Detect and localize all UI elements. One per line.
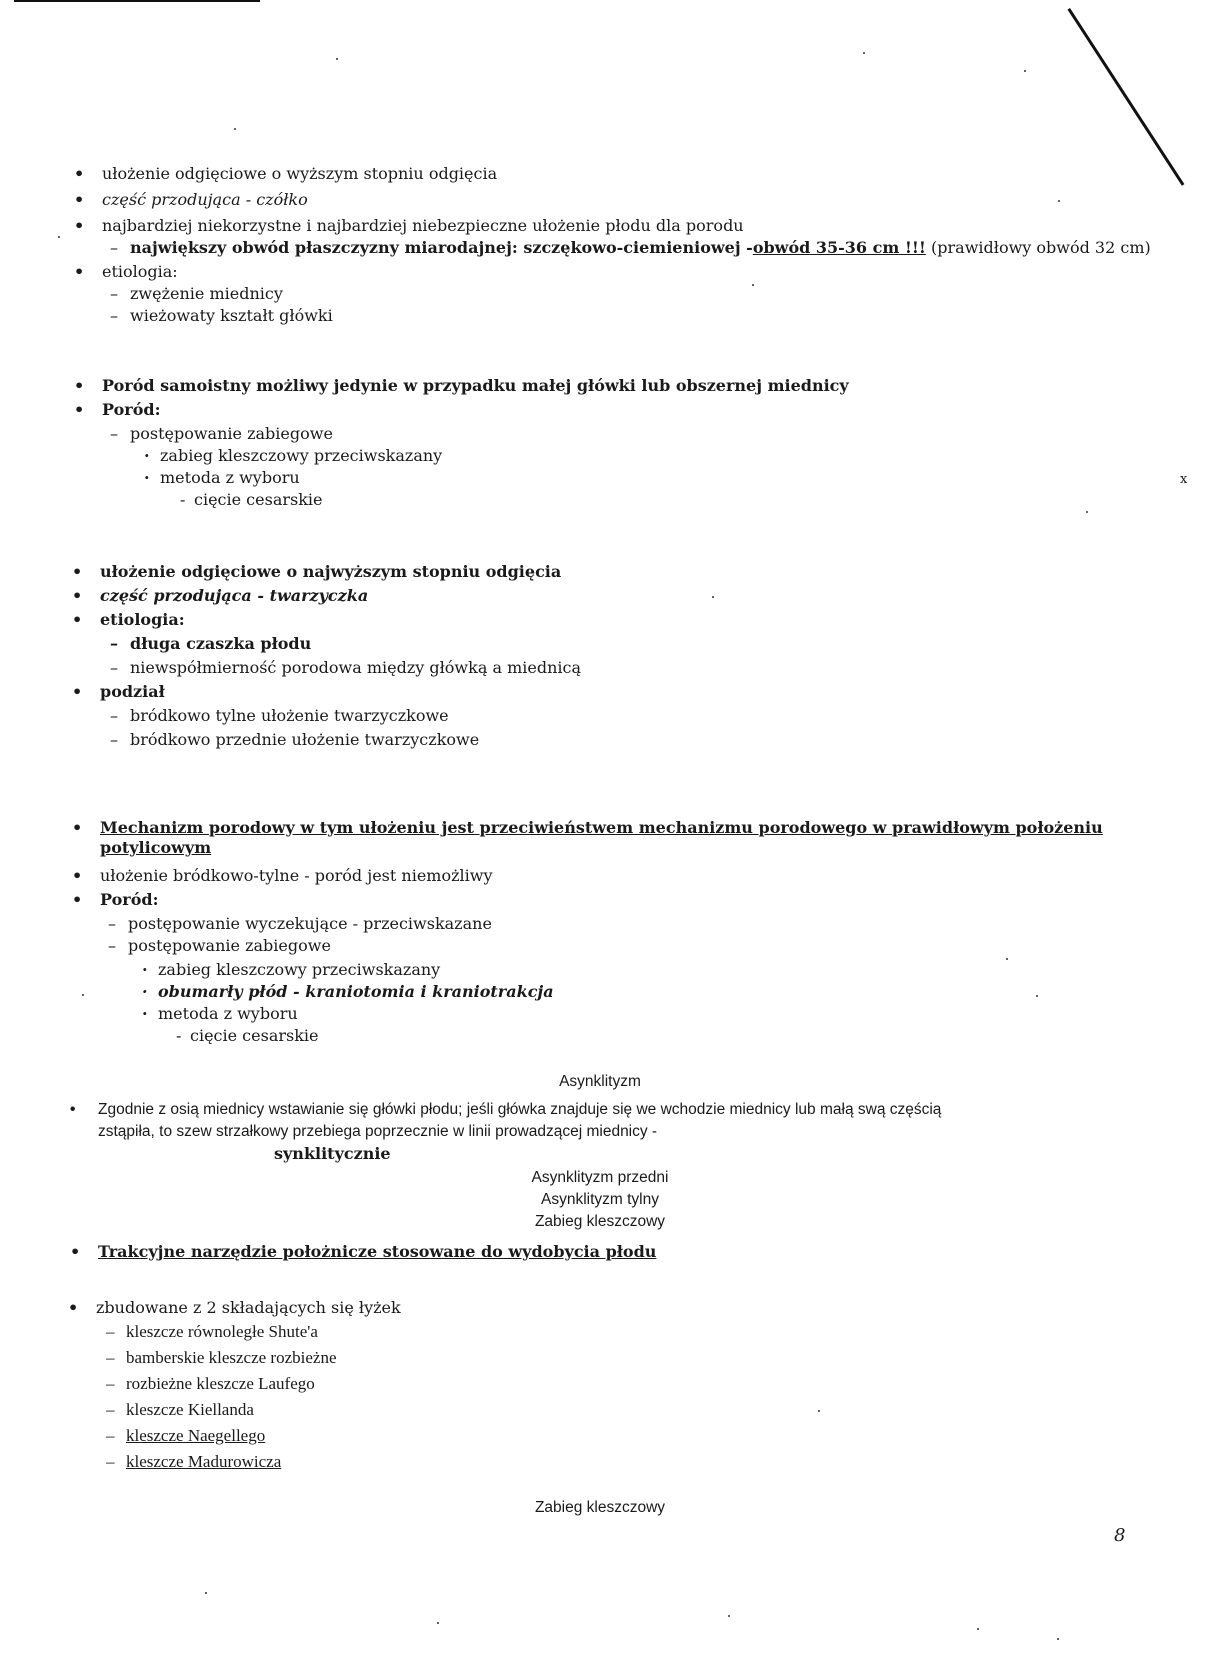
circumference-value: obwód 35-36 cm !!! xyxy=(752,238,926,257)
face-dash-anterior: – bródkowo przednie ułożenie twarzyczkowe xyxy=(130,730,479,750)
forceps-item-bamberg: – bamberskie kleszcze rozbieżne xyxy=(126,1348,337,1368)
face-mechanism-line1: • Mechanizm porodowy w tym ułożeniu jest przeciwieństwem mechanizmu porodowego w prawidłowym położeniu xyxy=(100,818,1103,838)
face-bullet-etiology: • etiologia: xyxy=(100,610,185,630)
speck xyxy=(977,1628,979,1630)
brow-dash-circumference xyxy=(130,238,1151,258)
synclitic-term: synklitycznie xyxy=(274,1144,391,1163)
speck xyxy=(234,128,236,130)
brow-presenting-part-text: część przodująca - czółko xyxy=(102,190,308,209)
face-delivery-cesarean: - cięcie cesarskie xyxy=(190,1026,319,1046)
brow-bullet-position: • ułożenie odgięciowe o wyższym stopniu odgięcia xyxy=(102,164,497,184)
forceps-construction: • zbudowane z 2 składających się łyżek xyxy=(96,1298,401,1318)
face-mechanism-line2: potylicowym xyxy=(100,838,212,857)
face-delivery-forceps-contra: · zabieg kleszczowy przeciwskazany xyxy=(158,960,440,980)
face-delivery-dead-fetus: · obumarły płód - kraniotomia i kraniotrakcja xyxy=(158,982,554,1002)
face-delivery-operative: – postępowanie zabiegowe xyxy=(128,936,331,956)
speck xyxy=(752,284,754,286)
brow-bullet-unfavorable: • najbardziej niekorzystne i najbardziej niebezpieczne ułożenie płodu dla porodu xyxy=(102,216,744,236)
speck xyxy=(82,994,84,996)
speck xyxy=(818,1410,820,1412)
brow-delivery-label: • Poród: xyxy=(102,400,160,420)
face-dash-long-skull: – długa czaszka płodu xyxy=(130,634,311,654)
brow-dash-head-shape: – wieżowaty kształt główki xyxy=(130,306,333,326)
face-delivery-method: · metoda z wyboru xyxy=(158,1004,298,1024)
speck xyxy=(1086,511,1088,513)
face-dash-disproportion: – niewspółmierność porodowa między główką a miednicą xyxy=(130,658,581,678)
forceps-item-laufe: – rozbieżne kleszcze Laufego xyxy=(126,1374,315,1394)
forceps-heading-1: Zabieg kleszczowy xyxy=(534,1213,666,1230)
stray-mark: x xyxy=(1180,472,1188,487)
brow-bullet-presenting-part xyxy=(102,190,308,210)
forceps-item-naegele: – kleszcze Naegellego xyxy=(126,1426,265,1446)
brow-dash-pelvis: – zwężenie miednicy xyxy=(130,284,283,304)
asynclitism-anterior: Asynklityzm przedni xyxy=(531,1169,669,1186)
forceps-item-kielland: – kleszcze Kiellanda xyxy=(126,1400,254,1420)
asynclitism-heading: Asynklityzm xyxy=(559,1073,641,1090)
speck xyxy=(1006,958,1008,960)
speck xyxy=(437,1622,439,1624)
face-dash-posterior: – bródkowo tylne ułożenie twarzyczkowe xyxy=(130,706,449,726)
face-delivery-label: • Poród: xyxy=(100,890,158,910)
brow-delivery-cesarean: - cięcie cesarskie xyxy=(194,490,323,510)
forceps-item-madurowicz: – kleszcze Madurowicza xyxy=(126,1452,281,1472)
forceps-heading-2: Zabieg kleszczowy xyxy=(534,1499,666,1516)
speck xyxy=(336,58,338,60)
page-number: 8 xyxy=(1114,1525,1126,1546)
face-presenting-part-text: część przodująca - twarzyczka xyxy=(100,586,369,605)
face-posterior-impossible: • ułożenie bródkowo-tylne - poród jest niemożliwy xyxy=(100,866,493,886)
face-delivery-expectant: – postępowanie wyczekujące - przeciwskazane xyxy=(128,914,492,934)
speck xyxy=(58,236,60,238)
diagonal-pen-stroke xyxy=(1067,8,1184,186)
forceps-item-shute: – kleszcze równoległe Shute'a xyxy=(126,1322,318,1342)
asynclitism-posterior: Asynklityzm tylny xyxy=(541,1191,659,1208)
face-bullet-position: • ułożenie odgięciowe o najwyższym stopniu odgięcia xyxy=(100,562,561,582)
face-bullet-division: • podział xyxy=(100,682,165,702)
speck xyxy=(1024,70,1026,72)
circumference-text: największy obwód płaszczyzny miarodajnej: szczękowo-ciemieniowej - xyxy=(130,238,753,257)
speck xyxy=(728,1615,730,1617)
speck xyxy=(863,52,865,54)
brow-delivery-method: · metoda z wyboru xyxy=(160,468,300,488)
forceps-definition: • Trakcyjne narzędzie położnicze stosowane do wydobycia płodu xyxy=(98,1242,656,1262)
asynclitism-desc-line2: zstąpiła, to szew strzałkowy przebiega poprzecznie w linii prowadzącej miednicy - xyxy=(98,1123,658,1140)
brow-delivery-operative: – postępowanie zabiegowe xyxy=(130,424,333,444)
speck xyxy=(1057,1638,1059,1640)
speck xyxy=(1058,200,1060,202)
brow-delivery-possible: • Poród samoistny możliwy jedynie w przypadku małej główki lub obszernej miednicy xyxy=(102,376,849,396)
face-bullet-presenting-part xyxy=(100,586,368,606)
brow-bullet-etiology: • etiologia: xyxy=(102,262,178,282)
circumference-normal: (prawidłowy obwód 32 cm) xyxy=(925,238,1151,257)
speck xyxy=(1036,995,1038,997)
brow-delivery-forceps-contra: · zabieg kleszczowy przeciwskazany xyxy=(160,446,442,466)
speck xyxy=(712,596,714,598)
top-edge-mark xyxy=(14,0,260,2)
asynclitism-desc-line1: • Zgodnie z osią miednicy wstawianie się główki płodu; jeśli główka znajduje się we wchodzie miednicy lub małą swą częścią xyxy=(98,1100,941,1120)
speck xyxy=(205,1592,207,1594)
